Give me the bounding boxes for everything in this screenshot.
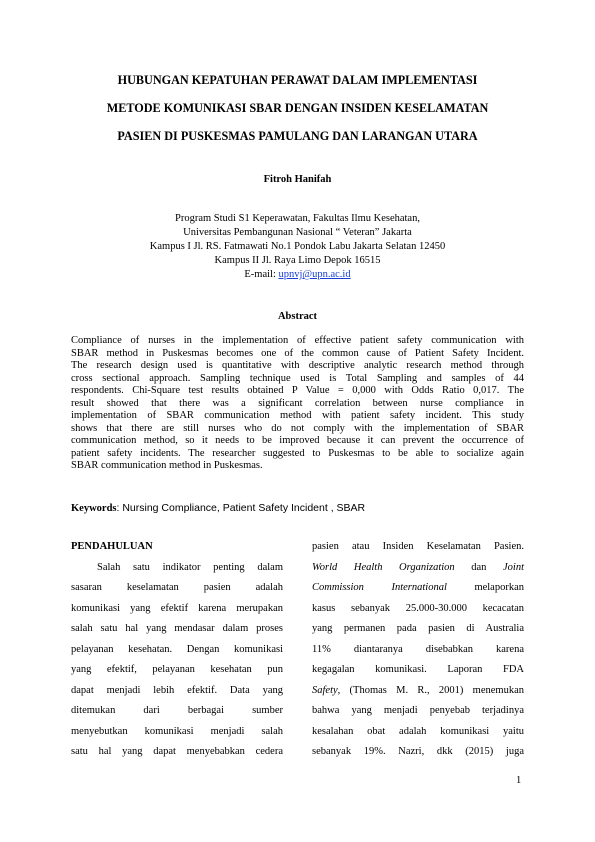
abstract-line: shows that there are still nurses who do not comply with the implementation of SBAR	[71, 422, 524, 434]
abstract-line: communication method, so it needs to be improved because it can prevent the occurrence of	[71, 435, 524, 447]
abstract-line: Compliance of nurses in the implementation of effective patient safety communication with	[71, 335, 524, 346]
abstract-heading: Abstract	[277, 311, 318, 322]
email-label: E-mail:	[244, 269, 279, 280]
body-line: Safety, (Thomas M. R., 2001) menemukan	[312, 684, 524, 696]
body-line: pelayanan kesehatan. Dengan komunikasi	[71, 643, 283, 655]
body-line: Salah satu indikator penting dalam	[97, 561, 283, 573]
right-column	[312, 537, 524, 763]
email-line	[0, 268, 595, 282]
italic-text: World Health Organization	[312, 561, 455, 573]
body-line: ditemukan dari berbagai sumber	[71, 705, 283, 716]
body-line: kasus sebanyak 25.000-30.000 kecacatan	[312, 602, 524, 614]
italic-text: Commission International	[312, 582, 447, 593]
email-link[interactable]: upnvj@upn.ac.id	[278, 269, 351, 280]
abstract-line: cross sectional approach. Sampling technique used is Total Sampling and samples of 44	[71, 372, 524, 384]
paper-title	[60, 66, 535, 150]
affiliation-line: Kampus II Jl. Raya Limo Depok 16515	[214, 255, 381, 266]
body-line: kegagalan komunikasi. Laporan FDA	[312, 664, 524, 675]
abstract-line: The research design used is quantitative with descriptive analytic research method through	[71, 360, 524, 372]
body-line: yang permanen pada pasien di Australia	[312, 623, 524, 634]
body-line: salah satu hal yang mendasar dalam proses	[71, 623, 283, 634]
body-line: World Health Organization dan Joint	[312, 561, 524, 573]
abstract-line: respondents. Chi-Square test results obtained P Value = 0,000 with Odds Ratio 0,017. The	[71, 385, 524, 397]
italic-text: Safety	[312, 684, 338, 696]
page-number: 1	[516, 775, 522, 786]
affiliation-block	[0, 212, 595, 282]
abstract-line: patient safety incidents. The researcher suggested to Puskesmas to be able to socialize again	[71, 447, 524, 459]
keywords-line	[71, 502, 365, 514]
body-line: bahwa yang menjadi penyebab terjadinya	[312, 705, 524, 716]
author-name: Fitroh Hanifah	[263, 174, 332, 185]
keywords-label: Keywords	[71, 503, 117, 514]
body-line: sebanyak 19%. Nazri, dkk (2015) juga	[312, 746, 524, 757]
italic-text: Joint	[503, 561, 524, 573]
body-line: 11% diantaranya disebabkan karena	[312, 643, 524, 655]
body-line: pasien atau Insiden Keselamatan Pasien.	[312, 541, 524, 552]
affiliation-line: Program Studi S1 Keperawatan, Fakultas Ilmu Kesehatan,	[175, 213, 420, 224]
body-line: dapat menjadi lebih efektif. Data yang	[71, 684, 283, 696]
body-line: kesalahan obat adalah komunikasi yaitu	[312, 725, 524, 737]
abstract-body	[71, 335, 524, 473]
keywords-text: : Nursing Compliance, Patient Safety Incident , SBAR	[116, 502, 366, 514]
abstract-line: result showed that there was a significant correlation between nurse compliance in	[71, 397, 524, 409]
body-line: Commission International melaporkan	[312, 582, 524, 593]
title-line: HUBUNGAN KEPATUHAN PERAWAT DALAM IMPLEMENTASI	[117, 73, 478, 87]
title-line: METODE KOMUNIKASI SBAR DENGAN INSIDEN KESELAMATAN	[106, 101, 489, 115]
body-line: sasaran keselamatan pasien adalah	[71, 582, 283, 593]
left-column	[71, 537, 283, 763]
body-line: yang efektif, pelayanan kesehatan pun	[71, 664, 283, 675]
body-line: satu hal yang dapat menyebabkan cedera	[71, 746, 283, 757]
abstract-line: SBAR communication method in Puskesmas.	[71, 460, 263, 472]
body-line: komunikasi yang efektif karena merupakan	[71, 602, 283, 614]
affiliation-line: Kampus I Jl. RS. Fatmawati No.1 Pondok Labu Jakarta Selatan 12450	[149, 241, 446, 252]
abstract-line: implementation of SBAR communication method with patient safety incident. This study	[71, 410, 524, 422]
abstract-line: SBAR method in Puskesmas becomes one of the common cause of Patient Safety Incident.	[71, 347, 524, 359]
title-line: PASIEN DI PUSKESMAS PAMULANG DAN LARANGAN UTARA	[117, 129, 478, 143]
body-line: menyebutkan komunikasi menjadi salah	[71, 725, 283, 737]
affiliation-line: Universitas Pembangunan Nasional “ Veteran” Jakarta	[183, 227, 412, 238]
section-heading: PENDAHULUAN	[71, 541, 153, 552]
